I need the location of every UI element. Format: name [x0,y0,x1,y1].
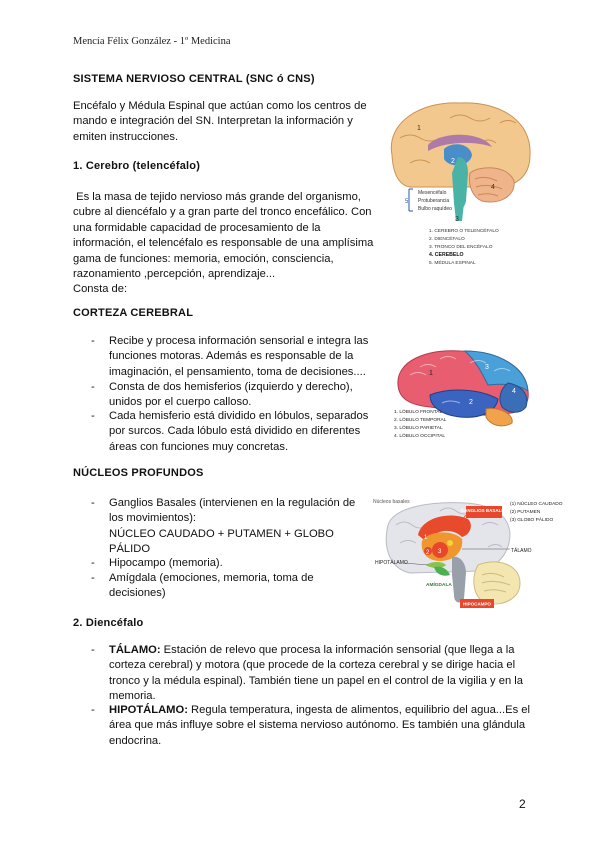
fig1-legend-item: 4. CEREBELO [429,252,464,258]
fig2-number: 1 [429,370,433,377]
fig2-legend-item: 2. LÓBULO TEMPORAL [394,418,447,423]
bullet-line: NÚCLEO CAUDADO + PUTAMEN + GLOBO [109,527,334,540]
corteza-bullet [91,409,368,455]
term-talamo: TÁLAMO: [109,644,161,656]
fig3-label-hipotalamo: HIPOTÁLAMO [375,560,408,566]
corteza-heading: CORTEZA CEREBRAL [73,307,194,319]
intro-line: emiten instrucciones. [73,130,179,143]
fig2-legend-item: 3. LÓBULO PARIETAL [394,426,443,431]
fig1-legend-item: 3. TRONCO DEL ENCÉFALO [429,245,493,250]
bullet-line: Estación de relevo que procesa la información sensorial (que llega a la [160,644,515,656]
bullet-line: imaginación, el pensamiento, toma de decisiones.... [109,365,366,378]
bullet-dash: - [91,410,95,422]
bullet-line: Cada hemisferio está dividido en lóbulos, separados [109,410,369,422]
bullet-line: memoria. [109,690,156,703]
bullet-line: decisiones) [109,587,166,600]
bullet-dash: - [91,572,95,584]
bullet-dash: - [91,704,95,716]
cerebro-line: Consta de: [73,283,128,296]
fig3-legend-item: (2) PUTAMEN [510,510,541,515]
cerebro-line: una formidable capacidad de procesamiento de la [73,221,321,234]
fig1-side-label: Mesencéfalo [418,190,447,196]
bullet-line: endocrina. [109,734,162,747]
intro-line: Encéfalo y Médula Espinal que actúan como los centros de [73,100,367,112]
cerebro-line: gama de funciones: memoria, emoción, consciencia, [73,252,334,265]
bullet-line: Ganglios Basales (intervienen en la regulación de [109,497,356,509]
diencefalo-heading: 2. Diencéfalo [73,617,144,629]
corteza-bullet [91,380,353,411]
fig1-number: 1 [417,125,421,132]
fig3-label-hipocampo: HIPOCAMPO [463,601,491,607]
fig1-number: 5 [405,199,409,205]
bullet-line: Consta de dos hemisferios (izquierdo y derecho), [109,381,353,393]
fig2-number: 2 [469,399,473,406]
page-number: 2 [519,797,526,811]
bullet-line: Recibe y procesa información sensorial e integra las [109,335,369,347]
bullet-line: Amígdala (emociones, memoria, toma de [109,572,314,584]
fig2-legend-item: 1. LÓBULO FRONTAL [394,410,443,415]
fig2-legend-item: 4. LÓBULO OCCIPITAL [394,434,446,439]
fig3-legend-item: (3) GLOBO PÁLIDO [510,518,554,523]
fig3-title: Núcleos basales [373,499,410,505]
bullet-dash: - [91,381,95,393]
fig1-number: 3 [455,216,459,223]
fig3-label-talamo: TÁLAMO [511,548,532,554]
cerebro-heading: 1. Cerebro (telencéfalo) [73,160,201,172]
diencefalo-bullet-hipotalamo [91,703,530,749]
fig1-side-label: Bulbo raquídeo [418,206,452,212]
nucleos-bullet [91,571,314,602]
corteza-bullet [91,334,368,380]
intro-line: mando e integración del SN. Interpretan la información y [73,115,353,128]
nucleos-bullet [91,496,355,558]
section-title: SISTEMA NERVIOSO CENTRAL (SNC ó CNS) [73,73,315,85]
diencefalo-bullet-talamo [91,643,523,705]
fig1-number: 2 [451,158,455,165]
nucleos-heading: NÚCLEOS PROFUNDOS [73,467,204,479]
bullet-line: tronco y la médula espinal). También tiene un papel en el control de la vigilia y en la [109,674,523,687]
cerebro-line: cubre al diencéfalo y a gran parte del tronco encefálico. Con [73,206,372,219]
fig3-label-amigdala: AMÍGDALA [426,583,452,588]
fig2-number: 4 [512,388,516,395]
fig1-legend-item: 1. CEREBRO O TELENCÉFALO [429,229,499,234]
bullet-line: PÁLIDO [109,543,151,556]
bullet-line: áreas con funciones muy concretas. [109,440,289,453]
fig3-number: 2 [426,550,430,556]
bullet-line: por surcos. Cada lóbulo está dividido en diferentes [109,425,361,438]
fig2-number: 3 [485,364,489,371]
bullet-line: área que más influye sobre el sistema nervioso autónomo. Es también una glándula [109,719,526,732]
fig3-legend-item: (1) NÚCLEO CAUDADO [510,502,563,507]
brain-sagittal-figure [380,93,540,273]
fig1-legend-item: 2. DIENCÉFALO [429,237,465,242]
fig3-label-ganglios: GANGLIOS BASALES [460,508,508,513]
cerebro-line: Es la masa de tejido nervioso más grande del organismo, [73,191,361,203]
fig1-legend-item: 5. MÉDULA ESPINAL [429,261,476,266]
bullet-line: funciones motoras. Además es responsable de la [109,350,354,363]
bullet-line: unidos por el cuerpo calloso. [109,396,252,409]
bullet-dash: - [91,497,95,509]
cerebro-line: razonamiento ,percepción, aprendizaje... [73,268,276,281]
term-hipotalamo: HIPOTÁLAMO: [109,704,188,716]
page-header: Mencía Félix González - 1º Medicina [73,36,231,47]
fig1-side-label: Protuberancia [418,198,450,204]
brain-lobes-figure [390,345,535,443]
bullet-dash: - [91,644,95,656]
bullet-line: Hipocampo (memoria). [109,557,223,569]
intro-paragraph [73,99,367,145]
cerebro-line: información, el telencéfalo es responsable de una amplísima [73,237,374,250]
cerebro-paragraph [73,190,373,298]
fig1-number: 4 [491,184,495,191]
fig3-number: 1 [424,535,428,541]
bullet-dash: - [91,557,95,569]
nucleos-bullet [91,556,223,571]
bullet-line: Regula temperatura, ingesta de alimentos, equilibrio del agua...Es el [187,704,530,716]
bullet-line: los movimientos): [109,512,197,525]
basal-nuclei-figure [370,495,575,615]
bullet-dash: - [91,335,95,347]
bullet-line: corteza cerebral) y motora (que procede de la corteza cerebral y se dirige hacia el [109,659,516,672]
fig3-number: 3 [438,549,442,555]
